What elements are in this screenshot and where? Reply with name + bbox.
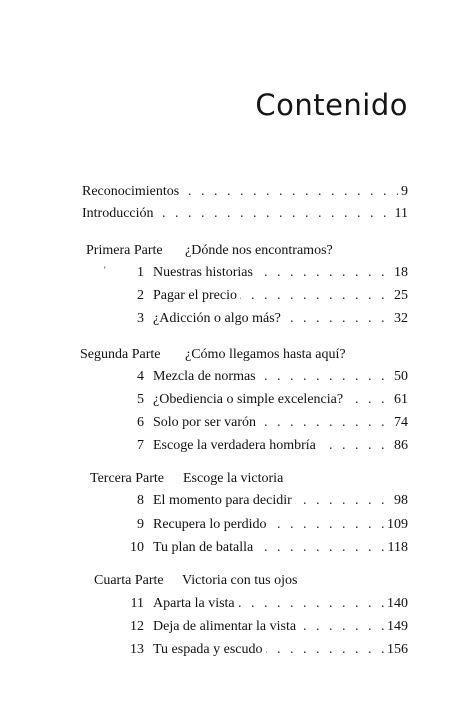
- toc-chapter-12[interactable]: [0, 616, 456, 638]
- part-heading-3: [0, 468, 456, 490]
- chapter-title: Solo por ser varón: [153, 412, 259, 434]
- chapter-title: Nuestras historias: [153, 262, 256, 284]
- toc-chapter-1[interactable]: [0, 262, 456, 284]
- chapter-page: 109: [384, 514, 408, 536]
- chapter-page: 149: [384, 616, 408, 638]
- toc-chapter-9[interactable]: [0, 514, 456, 536]
- toc-chapter-10[interactable]: [0, 537, 456, 559]
- chapter-number: 1: [137, 265, 144, 280]
- toc-entry-acknowledgements[interactable]: [0, 181, 456, 203]
- part-label: Primera Parte: [86, 243, 163, 258]
- chapter-title: ¿Adicción o algo más?: [153, 308, 284, 330]
- toc-entry-page: 11: [392, 203, 408, 225]
- chapter-page: 98: [391, 490, 408, 512]
- chapter-page: 61: [391, 389, 408, 411]
- chapter-page: 74: [391, 412, 408, 434]
- chapter-page: 25: [391, 285, 408, 307]
- toc-chapter-13[interactable]: [0, 639, 456, 661]
- part-title: Escoge la victoria: [183, 471, 284, 486]
- toc-entry-introduction[interactable]: [0, 203, 456, 225]
- toc-chapter-6[interactable]: [0, 412, 456, 434]
- toc-chapter-2[interactable]: [0, 285, 456, 307]
- chapter-number: 2: [137, 288, 144, 303]
- toc-chapter-7[interactable]: [0, 435, 456, 457]
- chapter-title: Tu espada y escudo: [153, 639, 266, 661]
- chapter-page: 140: [384, 593, 408, 615]
- chapter-title: Recupera lo perdido: [153, 514, 270, 536]
- chapter-page: 32: [391, 308, 408, 330]
- part-label: Segunda Parte: [80, 347, 161, 362]
- part-heading-2: [0, 344, 456, 366]
- chapter-number: 9: [137, 517, 144, 532]
- toc-entry-label: Introducción: [82, 203, 157, 225]
- chapter-page: 86: [391, 435, 408, 457]
- part-heading-1: [0, 240, 456, 262]
- chapter-page: 118: [385, 537, 408, 559]
- chapter-title: Deja de alimentar la vista: [153, 616, 299, 638]
- part-title: Victoria con tus ojos: [182, 573, 298, 588]
- chapter-page: 50: [391, 366, 408, 388]
- toc-entry-label: Reconocimientos: [82, 181, 182, 203]
- part-label: Tercera Parte: [90, 471, 165, 486]
- part-label: Cuarta Parte: [94, 573, 164, 588]
- page-title: Contenido: [255, 88, 408, 122]
- chapter-title: ¿Obediencia o simple excelencia?: [153, 389, 346, 411]
- chapter-title: El momento para decidir: [153, 490, 295, 512]
- chapter-title: Tu plan de batalla: [153, 537, 256, 559]
- toc-chapter-8[interactable]: [0, 490, 456, 512]
- chapter-number: 4: [137, 369, 144, 384]
- toc-chapter-4[interactable]: [0, 366, 456, 388]
- chapter-number: 8: [137, 493, 144, 508]
- chapter-number: 10: [130, 540, 144, 555]
- chapter-page: 18: [391, 262, 408, 284]
- chapter-number: 13: [130, 642, 144, 657]
- chapter-title: Pagar el precio: [153, 285, 240, 307]
- chapter-number: 6: [137, 415, 144, 430]
- part-heading-4: [0, 570, 456, 592]
- chapter-title: Mezcla de normas: [153, 366, 259, 388]
- part-title: ¿Cómo llegamos hasta aquí?: [185, 347, 346, 362]
- toc-chapter-3[interactable]: [0, 308, 456, 330]
- stray-mark: ': [104, 265, 106, 275]
- chapter-number: 12: [130, 619, 144, 634]
- chapter-number: 5: [137, 392, 144, 407]
- chapter-page: 156: [384, 639, 408, 661]
- chapter-title: Escoge la verdadera hombría: [153, 435, 319, 457]
- toc-chapter-5[interactable]: [0, 389, 456, 411]
- chapter-number: 7: [137, 438, 144, 453]
- part-title: ¿Dónde nos encontramos?: [185, 243, 333, 258]
- toc-chapter-11[interactable]: [0, 593, 456, 615]
- chapter-number: 11: [130, 596, 144, 611]
- toc-entry-page: 9: [398, 181, 408, 203]
- chapter-title: Aparta la vista: [153, 593, 238, 615]
- chapter-number: 3: [137, 311, 144, 326]
